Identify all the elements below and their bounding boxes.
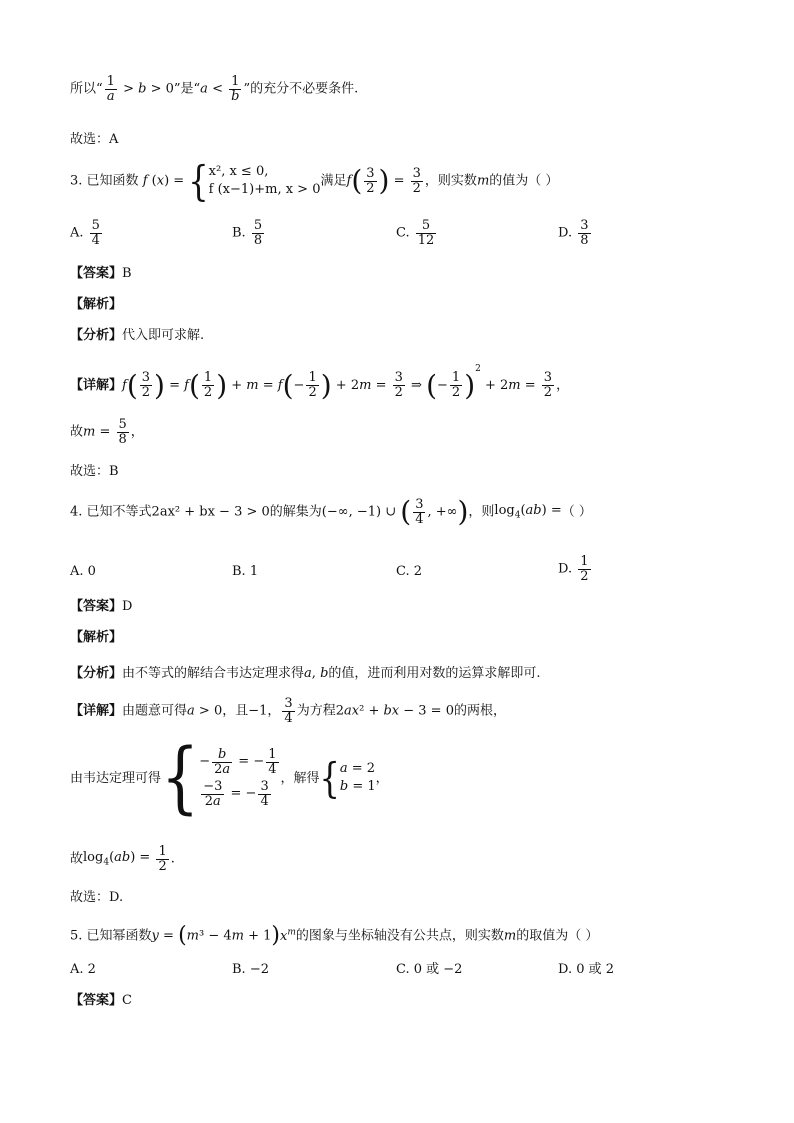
q4-option-d[interactable]: D. $\frac{1}{2}$ bbox=[558, 554, 589, 584]
q3-condition: 满足 bbox=[320, 173, 347, 189]
q3-final: 故选：B bbox=[70, 464, 119, 479]
q4-inequality: 2ax² + bx − 3 > 0 bbox=[151, 504, 270, 520]
q3-result: 故m = $\frac{5}{8}$ ， bbox=[70, 417, 144, 447]
q3-jiexi-label: 【解析】 bbox=[70, 297, 123, 312]
text-mid: ”是“ bbox=[173, 81, 201, 97]
q3-number: 3. 已知函数 bbox=[70, 173, 139, 189]
q4-final: 故选：D. bbox=[70, 890, 124, 905]
q3-stem: 3. 已知函数 f (x) = { x², x ≤ 0, f (x−1)+m, x > 0 满足f( $\frac{3}{2}$ ) = $\frac{3}{2}$ ，则实数m的值为（ ） bbox=[70, 156, 559, 206]
q3-answer: 【答案】B bbox=[70, 266, 132, 281]
q5-option-d[interactable]: D. 0 或 2 bbox=[558, 962, 615, 977]
q3-option-d[interactable]: D. $\frac{3}{8}$ bbox=[558, 218, 589, 248]
q3-option-b[interactable]: B. $\frac{5}{8}$ bbox=[232, 218, 263, 248]
fraction-1-over-a: $\frac{1}{a}$ bbox=[106, 74, 115, 104]
q4-option-a[interactable]: A. 0 bbox=[70, 564, 96, 579]
q3-piecewise: x², x ≤ 0, f (x−1)+m, x > 0 bbox=[208, 164, 321, 198]
q5-option-c[interactable]: C. 0 或 −2 bbox=[396, 962, 463, 977]
q4-vieta: 由韦达定理可得{ − $\frac{b}{2a}$ = − $\frac{1}{4}$ $\frac{-3}{2a}$ = − $\frac{3}{4}$ ，解得{ a = 2 b = 1 ， bbox=[70, 732, 389, 824]
q4-option-c[interactable]: C. 2 bbox=[396, 564, 423, 579]
q4-detail: 【详解】由题意可得a > 0，且−1， $\frac{3}{4}$ 为方程2ax² + bx − 3 = 0的两根， bbox=[70, 696, 506, 726]
q5-option-a[interactable]: A. 2 bbox=[70, 962, 96, 977]
fraction-1-over-b: $\frac{1}{b}$ bbox=[231, 74, 240, 104]
q4-analysis: 【分析】由不等式的解结合韦达定理求得a, b的值，进而利用对数的运算求解即可. bbox=[70, 666, 541, 681]
q4-answer: 【答案】D bbox=[70, 599, 133, 614]
q4-option-b[interactable]: B. 1 bbox=[232, 564, 259, 579]
text-suffix: ”的充分不必要条件. bbox=[243, 81, 359, 97]
q5-option-b[interactable]: B. −2 bbox=[232, 962, 269, 977]
q3-option-c[interactable]: C. $\frac{5}{12}$ bbox=[396, 218, 435, 248]
conclusion-line: 所以“ $\frac{1}{a}$ > b > 0”是“a < $\frac{1}{b}$ ”的充分不必要条件. bbox=[70, 74, 359, 104]
q4-stem: 4. 已知不等式2ax² + bx − 3 > 0的解集为(−∞, −1) ∪ ( $\frac{3}{4}$ , +∞)，则$\log_4(ab)$ =（ ） bbox=[70, 495, 592, 529]
q4-jiexi-label: 【解析】 bbox=[70, 630, 123, 645]
q3-option-a[interactable]: A. $\frac{5}{4}$ bbox=[70, 218, 100, 248]
q5-answer: 【答案】C bbox=[70, 993, 132, 1008]
q2-final-answer: 故选：A bbox=[70, 132, 119, 147]
q4-result: 故$\log_4(ab)$ = $\frac{1}{2}$ . bbox=[70, 844, 175, 874]
text-prefix: 所以“ bbox=[70, 81, 103, 97]
q3-analysis: 【分析】代入即可求解. bbox=[70, 328, 205, 343]
q5-stem: 5. 已知幂函数$y = (m^3 - 4m + 1)x^m$的图象与坐标轴没有公共点，则实数m的取值为（ ） bbox=[70, 923, 599, 948]
q3-detail: 【详解】f( $\frac{3}{2}$ ) = f( $\frac{1}{2}$ ) + m = f(− $\frac{1}{2}$ ) + 2m = $\frac{3}{2}$ ⇒ (− $\frac{1}{2}$ )$^2$ + 2m = $\frac{3}{2}$ ， bbox=[70, 364, 570, 402]
